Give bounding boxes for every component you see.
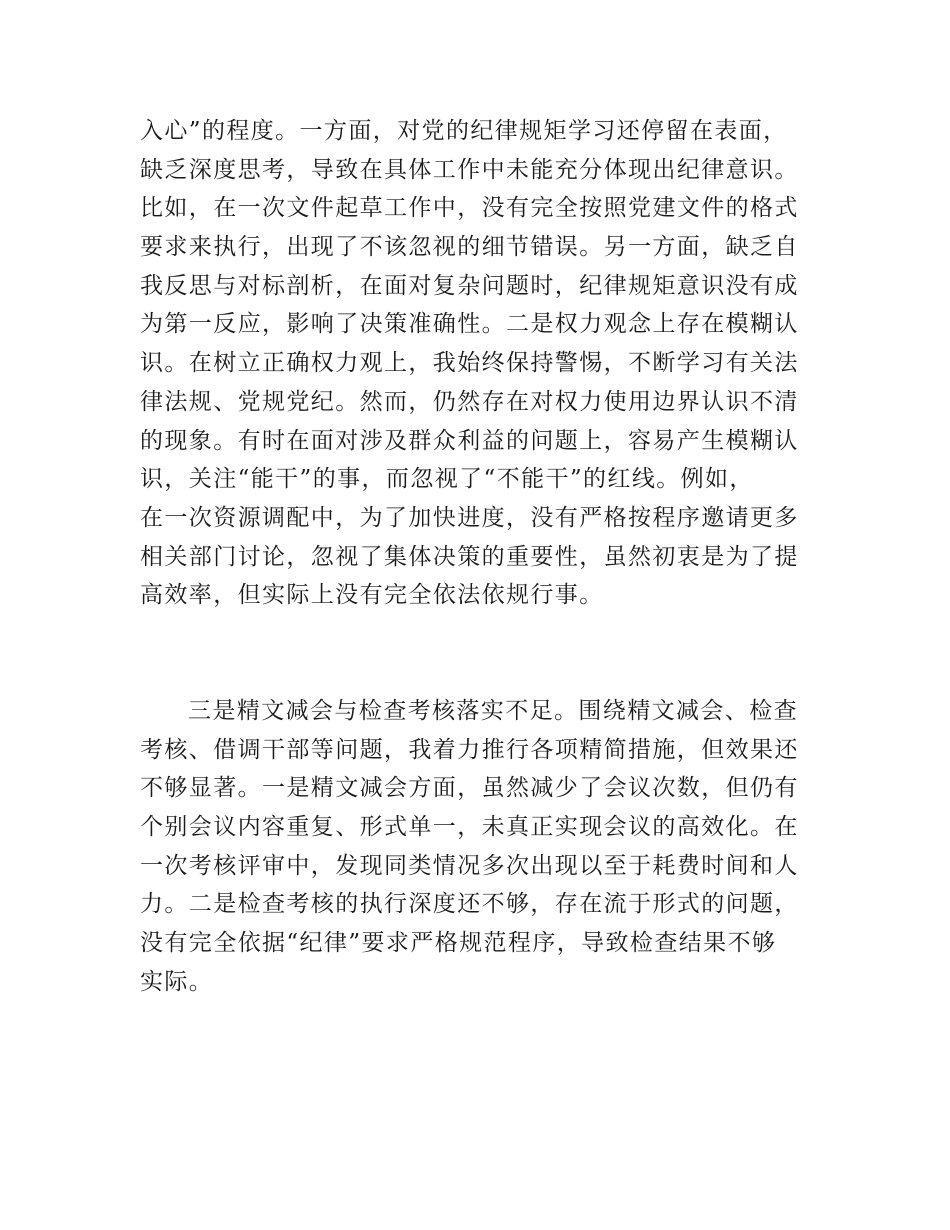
paragraph-line: 在一次资源调配中，为了加快进度，没有严格按程序邀请更多 (140, 504, 799, 531)
paragraph-line: 实际。 (140, 968, 214, 995)
paragraph-line: 为第一反应，影响了决策准确性。二是权力观念上存在模糊认 (140, 311, 799, 338)
paragraph-line: 考核、借调干部等问题，我着力推行各项精简措施，但效果还 (140, 736, 799, 763)
paragraph-line: 高效率，但实际上没有完全依法依规行事。 (140, 582, 604, 609)
paragraph-line: 入心”的程度。一方面，对党的纪律规矩学习还停留在表面， (140, 118, 788, 144)
paragraph-2 (140, 692, 812, 1002)
paragraph-line: 三是精文减会与检查考核落实不足。围绕精文减会、检查 (188, 698, 798, 724)
paragraph-line: 比如，在一次文件起草工作中，没有完全按照党建文件的格式 (140, 195, 799, 222)
paragraph-line: 不够显著。一是精文减会方面，虽然减少了会议次数，但仍有 (140, 775, 799, 802)
paragraph-line: 识，关注“能干”的事，而忽视了“不能干”的红线。例如， (140, 466, 754, 493)
paragraph-line: 的现象。有时在面对涉及群众利益的问题上，容易产生模糊认 (140, 427, 799, 454)
paragraph-line: 我反思与对标剖析，在面对复杂问题时，纪律规矩意识没有成 (140, 272, 799, 299)
paragraph-line: 没有完全依据“纪律”要求严格规范程序，导致检查结果不够 (140, 930, 777, 957)
paragraph-1 (140, 112, 812, 615)
paragraph-line: 相关部门讨论，忽视了集体决策的重要性，虽然初衷是为了提 (140, 543, 799, 570)
paragraph-line: 识。在树立正确权力观上，我始终保持警惕，不断学习有关法 (140, 350, 799, 377)
paragraph-line: 缺乏深度思考，导致在具体工作中未能充分体现出纪律意识。 (140, 156, 799, 183)
paragraph-line: 一次考核评审中，发现同类情况多次出现以至于耗费时间和人 (140, 852, 799, 879)
paragraph-line: 个别会议内容重复、形式单一，未真正实现会议的高效化。在 (140, 814, 799, 841)
paragraph-line: 律法规、党规党纪。然而，仍然存在对权力使用边界认识不清 (140, 388, 799, 415)
paragraph-line: 要求来执行，出现了不该忽视的细节错误。另一方面，缺乏自 (140, 234, 799, 261)
paragraph-line: 力。二是检查考核的执行深度还不够，存在流于形式的问题， (140, 891, 799, 918)
